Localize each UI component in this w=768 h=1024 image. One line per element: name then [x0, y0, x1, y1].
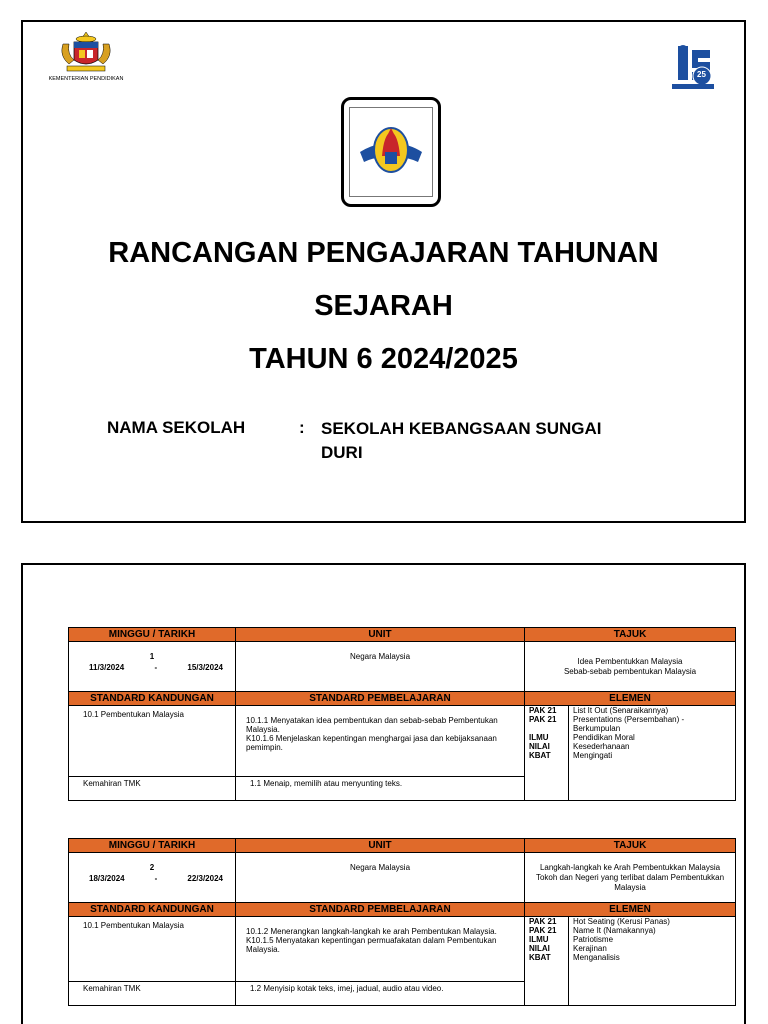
week-number: 2: [149, 863, 155, 872]
element-value: Hot Seating (Kerusi Panas): [573, 917, 670, 926]
element-cell: [525, 706, 736, 801]
week-cell: [69, 853, 236, 903]
week-table-2: [68, 838, 736, 1006]
topic-cell: [525, 642, 736, 692]
topic-cell: [525, 853, 736, 903]
sp-line: 10.1.2 Menerangkan langkah-langkah ke arah Pembentukan Malaysia.: [246, 927, 497, 936]
week-end-date: 15/3/2024: [187, 663, 223, 672]
sp-line: 10.1.1 Menyatakan idea pembentukan dan sebab-sebab Pembentukan Malaysia.: [246, 716, 498, 734]
title-year: TAHUN 6 2024/2025: [249, 343, 518, 375]
element-value: Pendidikan Moral: [573, 733, 635, 742]
element-key: KBAT: [529, 751, 551, 760]
anniversary-25-icon: [670, 44, 716, 92]
header-week: MINGGU / TARIKH: [69, 628, 236, 642]
school-name-label: NAMA SEKOLAH: [107, 418, 246, 437]
tmk-value: 1.2 Menyisip kotak teks, imej, jadual, audio atau video.: [236, 981, 525, 1005]
header-element: ELEMEN: [525, 903, 736, 917]
week-date-dash: -: [154, 874, 158, 883]
week-table-1: [68, 627, 736, 801]
unit-cell: Negara Malaysia: [236, 853, 525, 903]
element-value: Kesederhanaan: [573, 742, 630, 751]
standard-pembelajaran-cell: [236, 917, 525, 982]
school-name-value: SEKOLAH KEBANGSAAN SUNGAI DURI: [321, 419, 602, 462]
school-logo-frame: [341, 97, 441, 207]
cover-titles: [23, 227, 744, 386]
header-week: MINGGU / TARIKH: [69, 839, 236, 853]
element-key: ILMU: [529, 935, 549, 944]
element-value: Patriotisme: [573, 935, 614, 944]
header-topic: TAJUK: [525, 628, 736, 642]
header-topic: TAJUK: [525, 839, 736, 853]
week-end-date: 22/3/2024: [187, 874, 223, 883]
school-logo: [349, 107, 433, 197]
week-cell: [69, 642, 236, 692]
element-key: PAK 21: [529, 706, 557, 715]
anniversary-mark-text: 25: [697, 70, 706, 79]
standard-pembelajaran-cell: [236, 706, 525, 777]
element-value: Name It (Namakannya): [573, 926, 656, 935]
standard-kandungan-cell: 10.1 Pembentukan Malaysia: [69, 706, 236, 777]
topic-line: Sebab-sebab pembentukan Malaysia: [563, 666, 697, 676]
plan-page: [21, 563, 746, 1024]
header-standard-kandungan: STANDARD KANDUNGAN: [69, 903, 236, 917]
tmk-label: Kemahiran TMK: [69, 776, 236, 800]
coat-of-arms-icon: [57, 30, 115, 74]
ministry-label: KEMENTERIAN PENDIDIKAN: [48, 76, 124, 82]
title-subject: SEJARAH: [314, 290, 453, 322]
topic-line: Langkah-langkah ke Arah Pembentukkan Malaysia: [539, 862, 721, 872]
week-start-date: 11/3/2024: [89, 663, 125, 672]
school-crest-icon: [356, 122, 426, 182]
school-name-row: [107, 418, 631, 465]
header-unit: UNIT: [236, 628, 525, 642]
week-date-dash: -: [154, 663, 158, 672]
school-name-colon: :: [299, 418, 305, 437]
header-standard-pembelajaran: STANDARD PEMBELAJARAN: [236, 692, 525, 706]
week-start-date: 18/3/2024: [89, 874, 125, 883]
ministry-logo: [41, 30, 131, 82]
header-standard-pembelajaran: STANDARD PEMBELAJARAN: [236, 903, 525, 917]
element-key: ILMU: [529, 733, 549, 742]
header-element: ELEMEN: [525, 692, 736, 706]
element-key: NILAI: [529, 742, 550, 751]
element-key: PAK 21: [529, 715, 557, 724]
title-rpt: RANCANGAN PENGAJARAN TAHUNAN: [108, 237, 659, 269]
element-value: Menganalisis: [573, 953, 620, 962]
standard-kandungan-cell: 10.1 Pembentukan Malaysia: [69, 917, 236, 982]
topic-line: Tokoh dan Negeri yang terlibat dalam Pembentukkan Malaysia: [535, 872, 725, 892]
element-value: Presentations (Persembahan) - Berkumpulan: [573, 715, 685, 733]
sp-line: K10.1.5 Menyatakan kepentingan permuafakatan dalam Pembentukan Malaysia.: [246, 936, 497, 954]
element-key: PAK 21: [529, 926, 557, 935]
tmk-value: 1.1 Menaip, memilih atau menyunting teks.: [236, 776, 525, 800]
element-key: KBAT: [529, 953, 551, 962]
element-value: Kerajinan: [573, 944, 607, 953]
header-standard-kandungan: STANDARD KANDUNGAN: [69, 692, 236, 706]
element-value: Mengingati: [573, 751, 613, 760]
header-unit: UNIT: [236, 839, 525, 853]
element-key: NILAI: [529, 944, 550, 953]
anniversary-logo: [670, 44, 716, 92]
sp-line: K10.1.6 Menjelaskan kepentingan menghargai jasa dan kebijaksanaan pemimpin.: [246, 734, 497, 752]
element-cell: [525, 917, 736, 1006]
element-value: List It Out (Senaraikannya): [573, 706, 669, 715]
cover-page: [21, 20, 746, 523]
week-number: 1: [149, 652, 155, 661]
topic-line: Idea Pembentukkan Malaysia: [577, 656, 683, 666]
element-key: PAK 21: [529, 917, 557, 926]
tmk-label: Kemahiran TMK: [69, 981, 236, 1005]
unit-cell: Negara Malaysia: [236, 642, 525, 692]
